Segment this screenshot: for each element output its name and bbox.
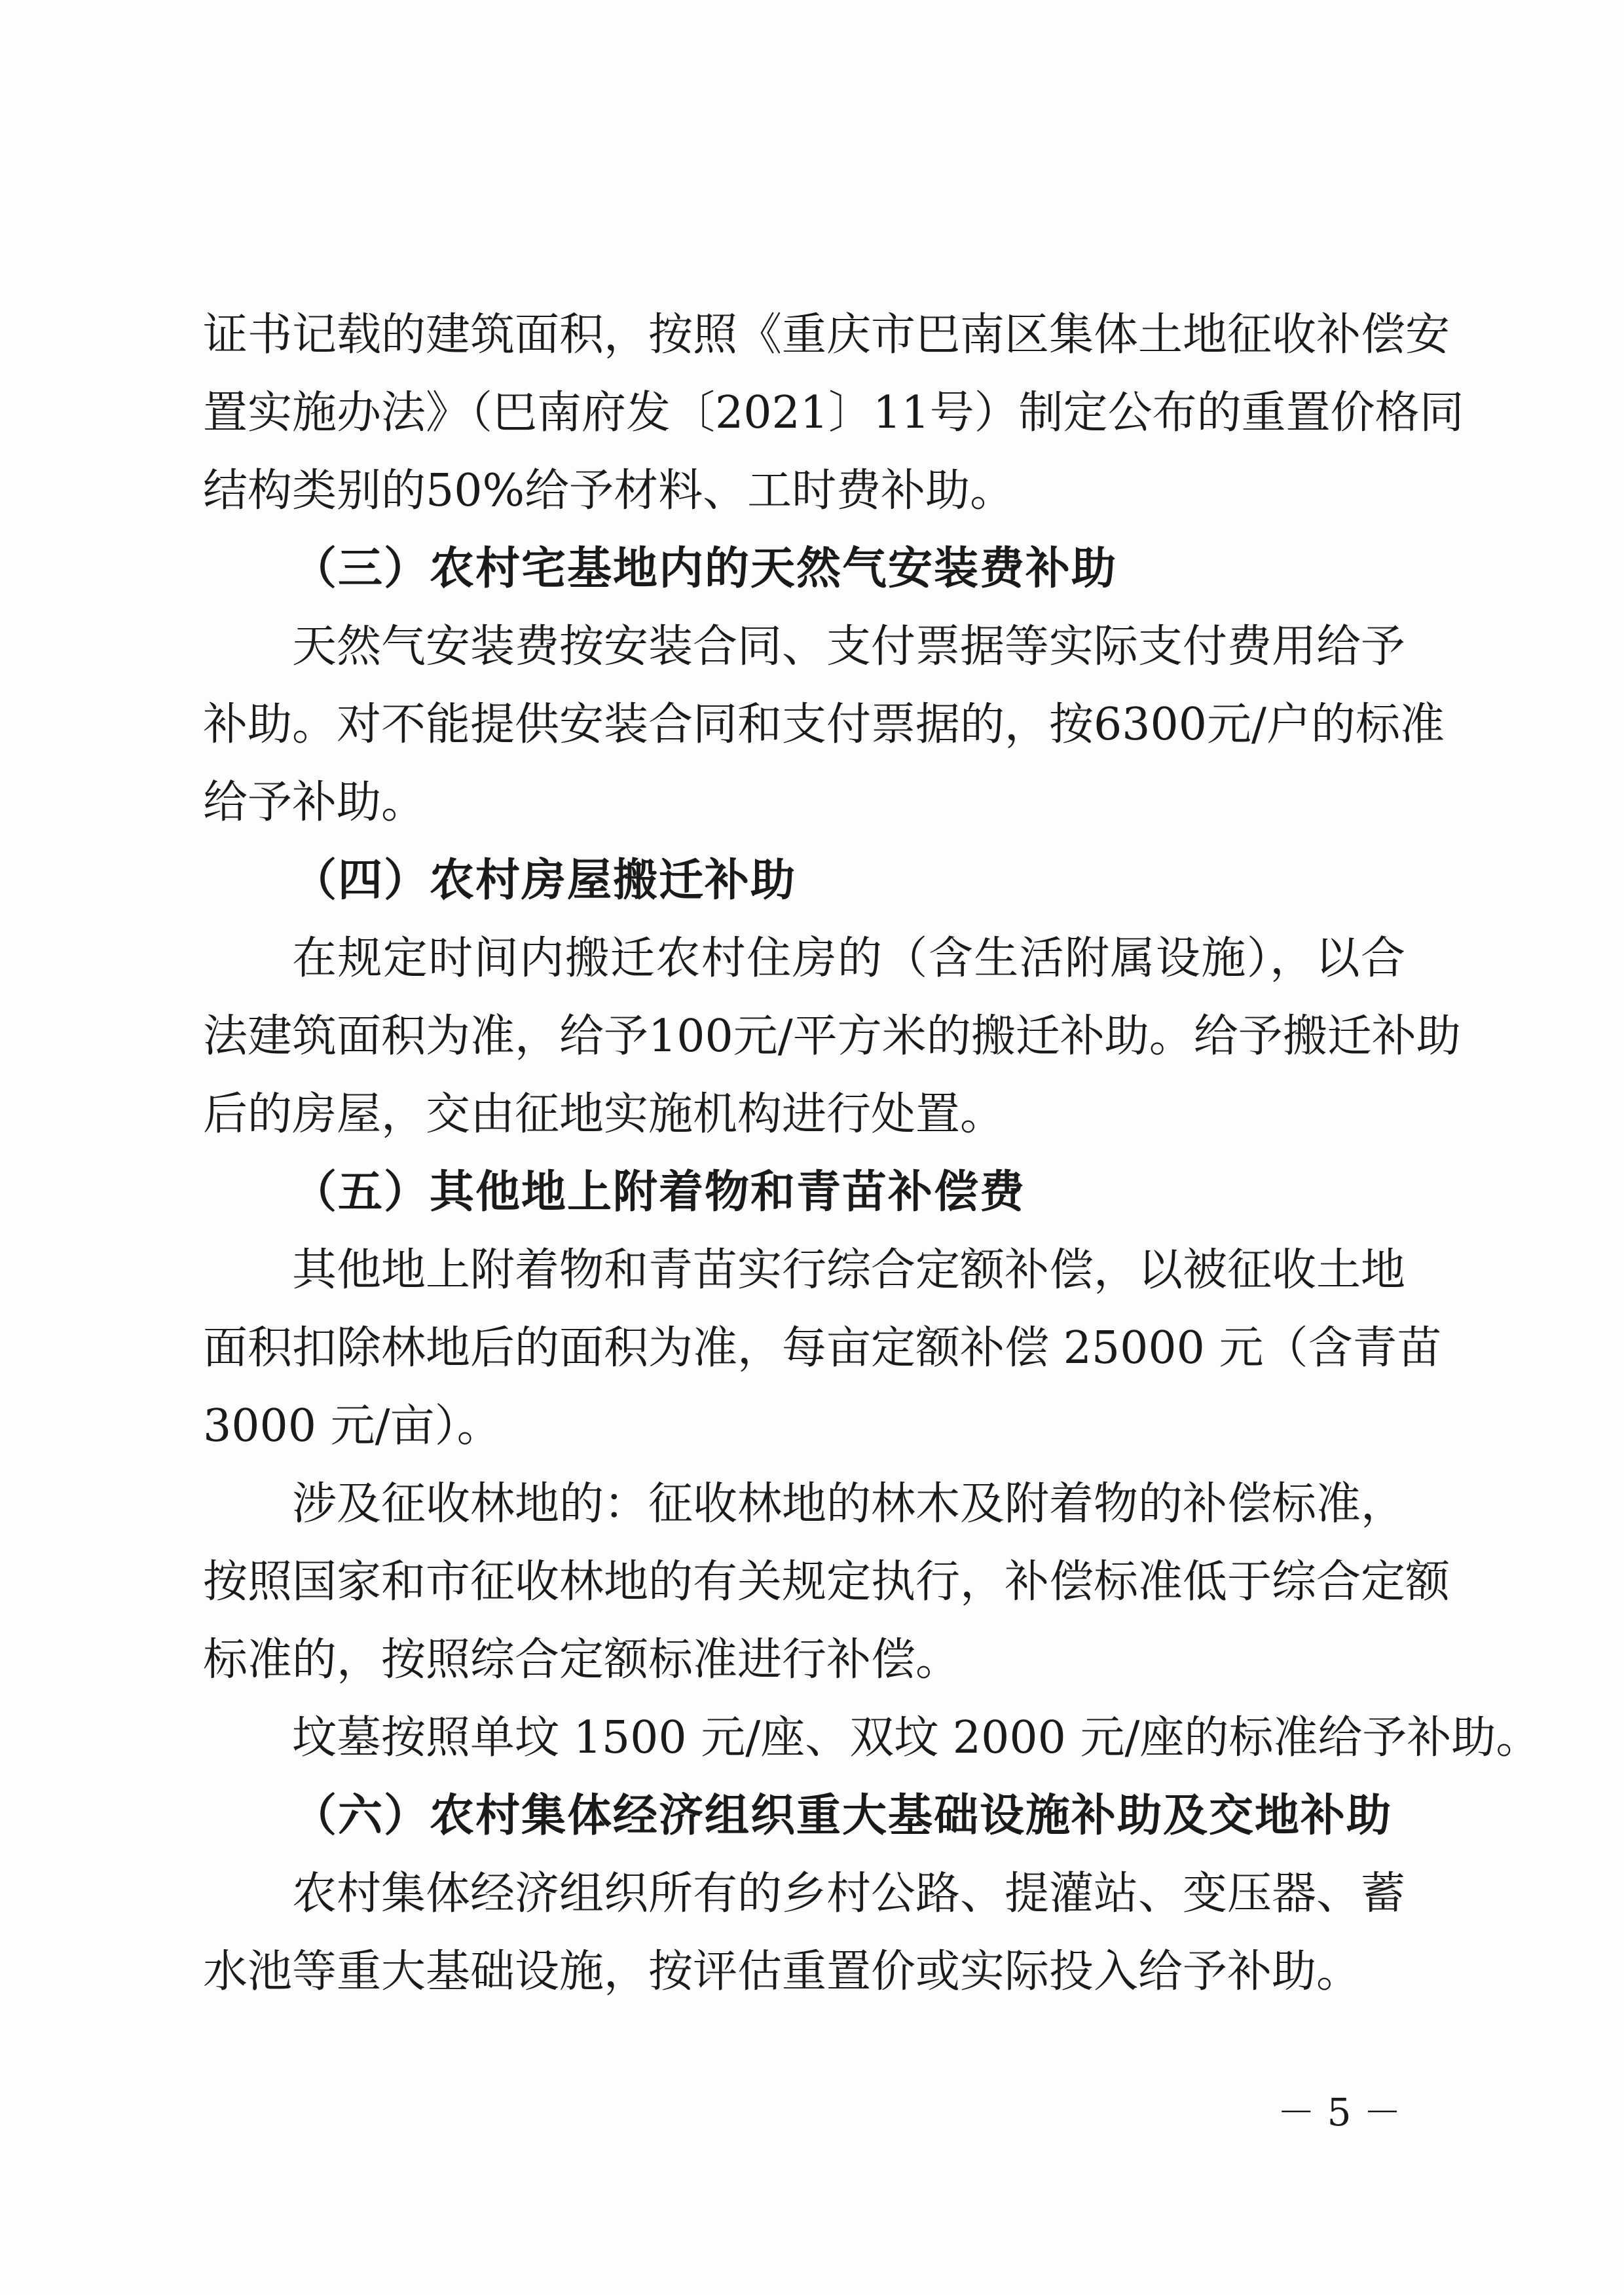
page-number: － 5 － — [1277, 2090, 1401, 2135]
text-line: 涉及征收林地的：征收林地的林木及附着物的补偿标准， — [292, 1478, 1406, 1530]
text-line: 按照国家和市征收林地的有关规定执行，补偿标准低于综合定额 — [203, 1556, 1450, 1608]
text-line: 给予补助。 — [203, 777, 426, 829]
text-line: 3000 元/亩）。 — [203, 1400, 502, 1452]
section-heading-4: （四）农村房屋搬迁补助 — [292, 855, 797, 906]
section-heading-3: （三）农村宅基地内的天然气安装费补助 — [292, 543, 1118, 595]
text-line: 置实施办法》（巴南府发〔2021〕11号）制定公布的重置价格同 — [203, 387, 1464, 439]
text-line: 农村集体经济组织所有的乡村公路、提灌站、变压器、蓄 — [292, 1868, 1406, 1920]
text-line: 天然气安装费按安装合同、支付票据等实际支付费用给予 — [292, 621, 1406, 673]
text-line: 面积扣除林地后的面积为准，每亩定额补偿 25000 元（含青苗 — [203, 1322, 1442, 1374]
text-line: 结构类别的50%给予材料、工时费补助。 — [203, 465, 1015, 517]
text-line: 水池等重大基础设施，按评估重置价或实际投入给予补助。 — [203, 1946, 1361, 1998]
text-line: 其他地上附着物和青苗实行综合定额补偿，以被征收土地 — [292, 1244, 1406, 1296]
text-line: 后的房屋，交由征地实施机构进行处置。 — [203, 1089, 1005, 1140]
text-line: 法建筑面积为准，给予100元/平方米的搬迁补助。给予搬迁补助 — [203, 1011, 1461, 1062]
text-line: 坟墓按照单坟 1500 元/座、双坟 2000 元/座的标准给予补助。 — [292, 1712, 1541, 1764]
text-line: 证书记载的建筑面积，按照《重庆市巴南区集体土地征收补偿安 — [203, 309, 1450, 361]
text-line: 补助。对不能提供安装合同和支付票据的，按6300元/户的标准 — [203, 699, 1445, 751]
section-heading-5: （五）其他地上附着物和青苗补偿费 — [292, 1166, 1026, 1218]
section-heading-6: （六）农村集体经济组织重大基础设施补助及交地补助 — [292, 1790, 1393, 1842]
text-line: 在规定时间内搬迁农村住房的（含生活附属设施），以合 — [292, 933, 1405, 984]
document-body — [203, 296, 1541, 2011]
text-line: 标准的，按照综合定额标准进行补偿。 — [203, 1634, 961, 1686]
